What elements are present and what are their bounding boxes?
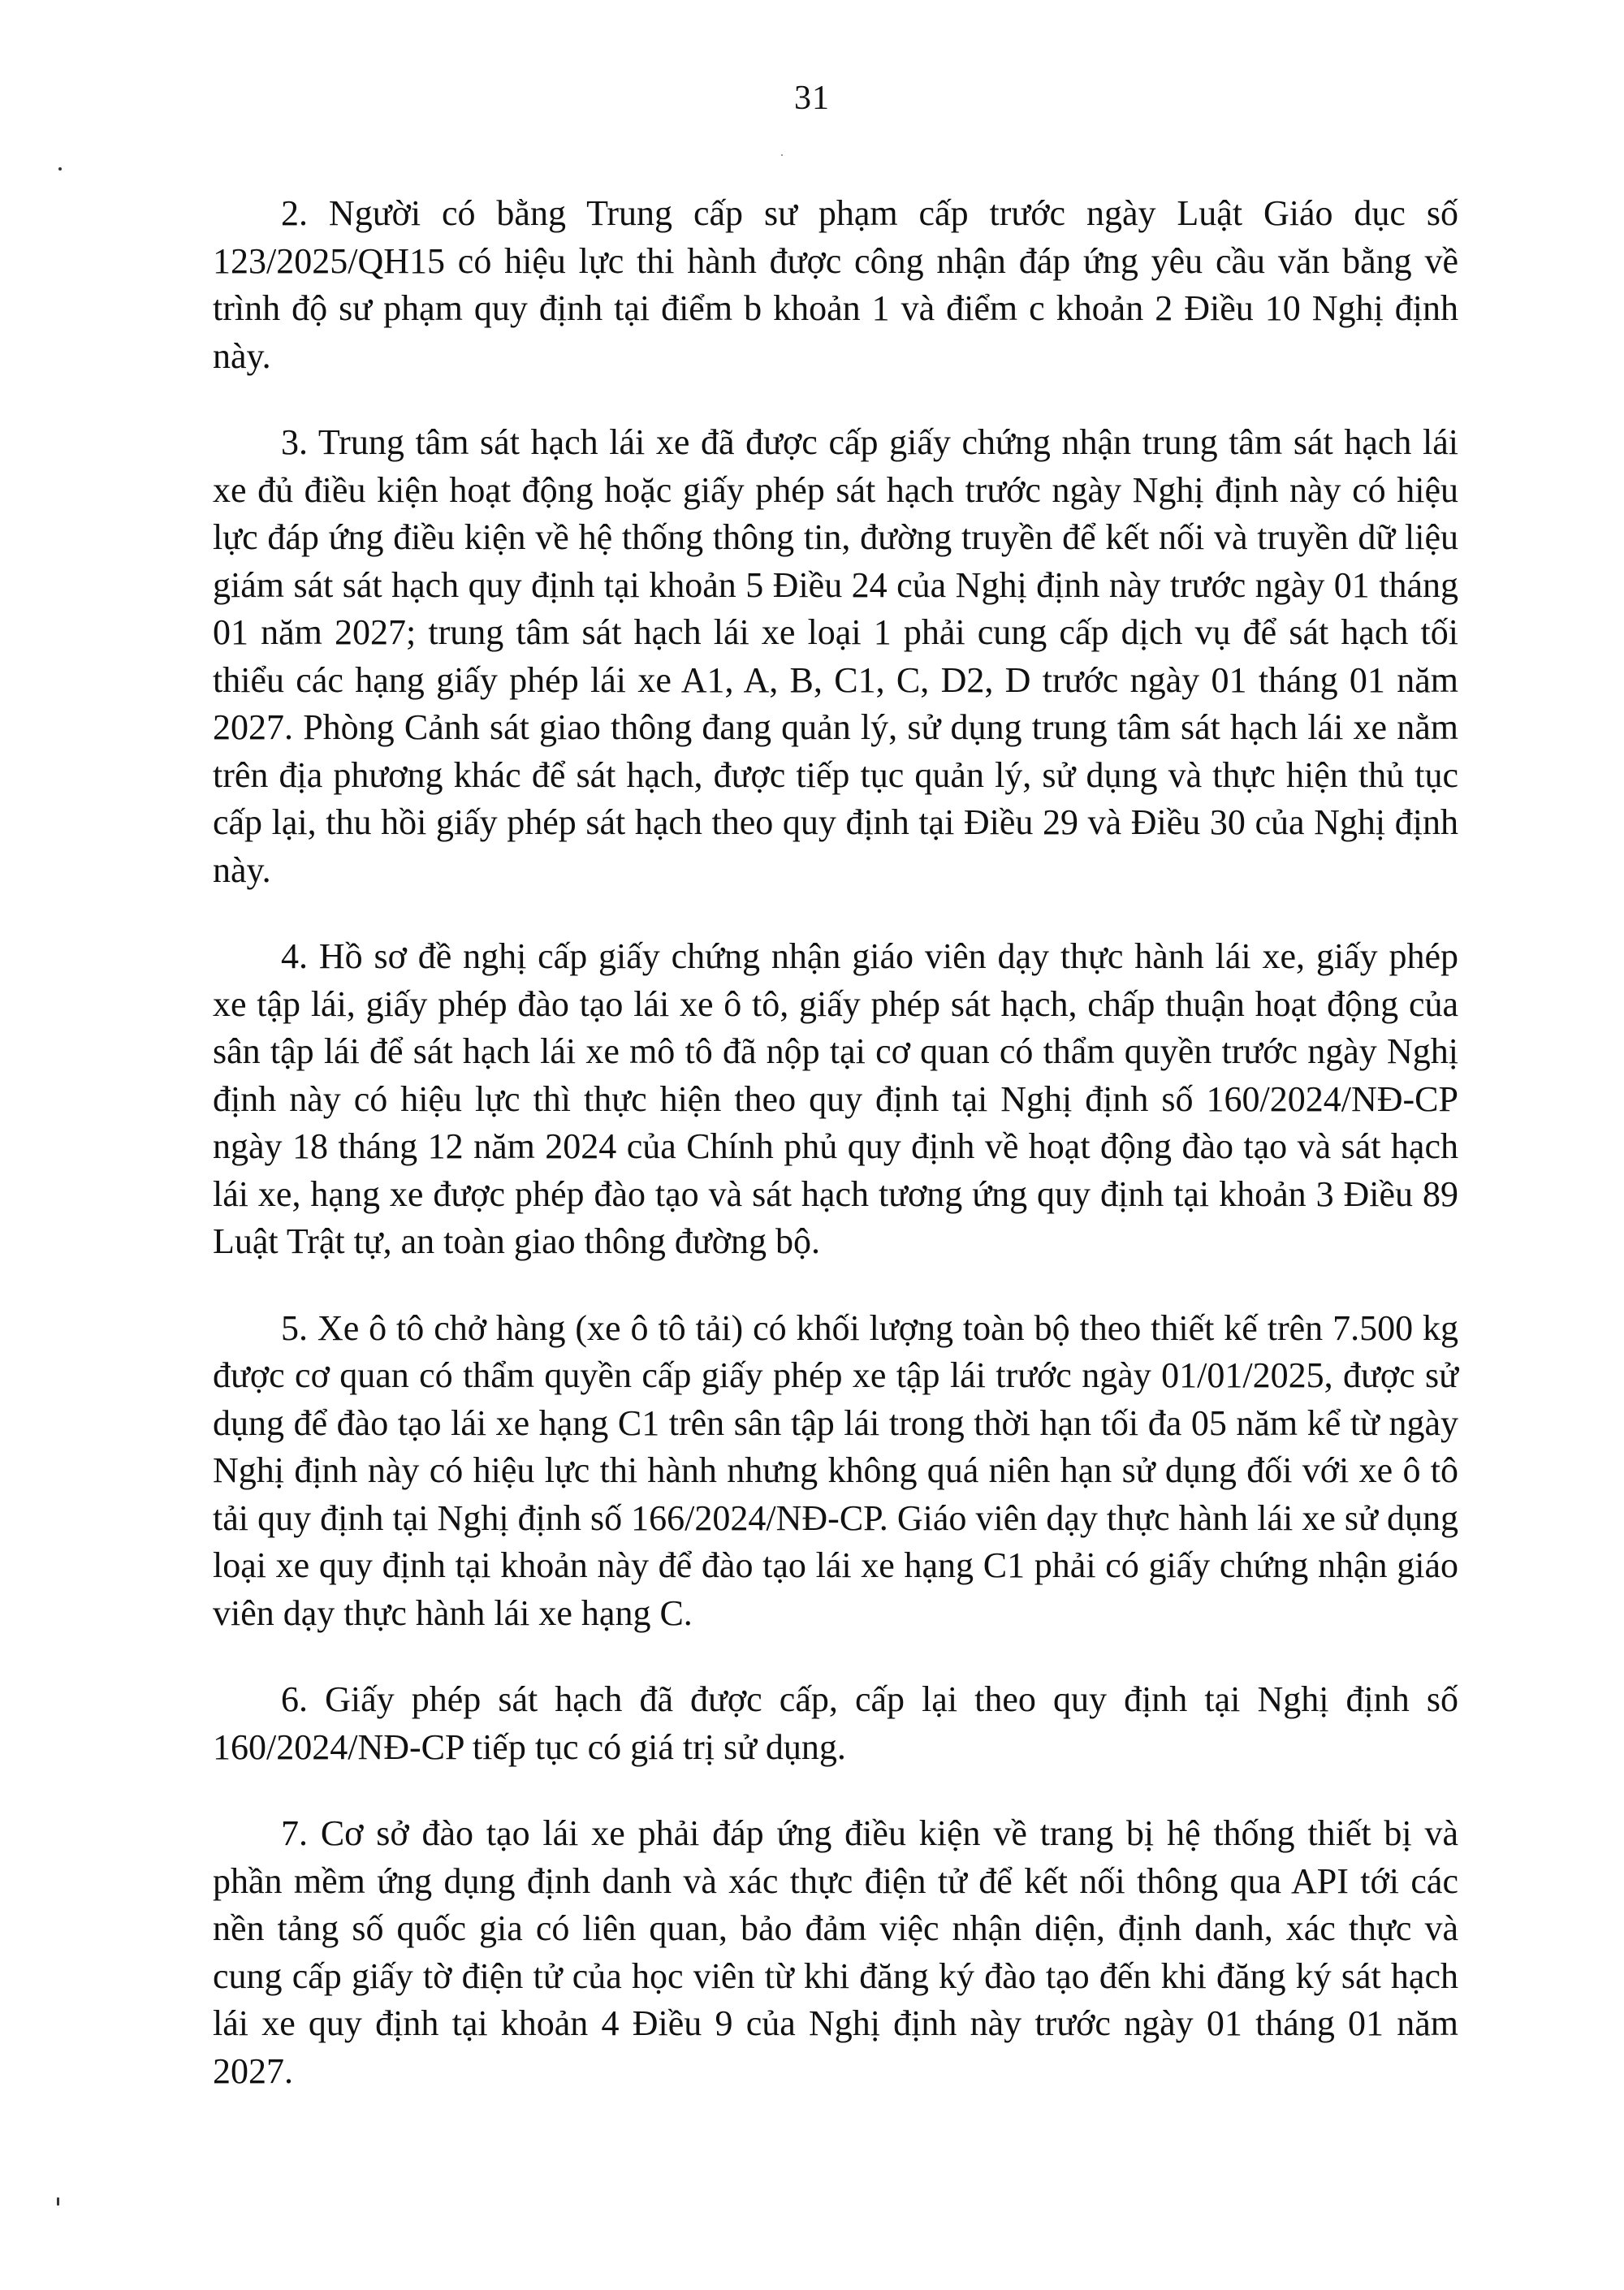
paragraph-5: 5. Xe ô tô chở hàng (xe ô tô tải) có khối lượng toàn bộ theo thiết kế trên 7.500 kg được cơ quan có thẩm quyền cấp giấy phép xe tập lái trước ngày 01/01/2025, được sử dụng để đào tạo lái xe hạng C1 trên sân tập lái trong thời hạn tối đa 05 năm kể từ ngày Nghị định này có hiệu lực thi hành nhưng không quá niên hạn sử dụng đối với xe ô tô tải quy định tại Nghị định số 166/2024/NĐ-CP. Giáo viên dạy thực hành lái xe sử dụng loại xe quy định tại khoản này để đào tạo lái xe hạng C1 phải có giấy chứng nhận giáo viên dạy thực hành lái xe hạng C. bbox=[213, 1307, 1458, 1633]
scan-speck bbox=[57, 2197, 59, 2206]
document-body bbox=[213, 190, 1458, 2095]
paragraph-7: 7. Cơ sở đào tạo lái xe phải đáp ứng điều kiện về trang bị hệ thống thiết bị và phần mềm ứng dụng định danh và xác thực điện tử để kết nối thông qua API tới các nền tảng số quốc gia có liên quan, bảo đảm việc nhận diện, định danh, xác thực và cung cấp giấy tờ điện tử của học viên từ khi đăng ký đào tạo đến khi đăng ký sát hạch lái xe quy định tại khoản 4 Điều 9 của Nghị định này trước ngày 01 tháng 01 năm 2027. bbox=[213, 1813, 1458, 2091]
paragraph-4: 4. Hồ sơ đề nghị cấp giấy chứng nhận giáo viên dạy thực hành lái xe, giấy phép xe tập lái, giấy phép đào tạo lái xe ô tô, giấy phép sát hạch, chấp thuận hoạt động của sân tập lái để sát hạch lái xe mô tô đã nộp tại cơ quan có thẩm quyền trước ngày Nghị định này có hiệu lực thì thực hiện theo quy định tại Nghị định số 160/2024/NĐ-CP ngày 18 tháng 12 năm 2024 của Chính phủ quy định về hoạt động đào tạo và sát hạch lái xe, hạng xe được phép đào tạo và sát hạch tương ứng quy định tại khoản 3 Điều 89 Luật Trật tự, an toàn giao thông đường bộ. bbox=[213, 936, 1458, 1261]
scan-speck bbox=[58, 167, 62, 171]
scan-speck bbox=[781, 154, 783, 156]
paragraph-2: 2. Người có bằng Trung cấp sư phạm cấp trước ngày Luật Giáo dục số 123/2025/QH15 có hiệu lực thi hành được công nhận đáp ứng yêu cầu văn bằng về trình độ sư phạm quy định tại điểm b khoản 1 và điểm c khoản 2 Điều 10 Nghị định này. bbox=[213, 193, 1458, 376]
paragraph-6: 6. Giấy phép sát hạch đã được cấp, cấp lại theo quy định tại Nghị định số 160/2024/NĐ-CP tiếp tục có giá trị sử dụng. bbox=[213, 1679, 1458, 1767]
page-number: 31 bbox=[794, 80, 830, 117]
paragraph-3: 3. Trung tâm sát hạch lái xe đã được cấp giấy chứng nhận trung tâm sát hạch lái xe đủ điều kiện hoạt động hoặc giấy phép sát hạch trước ngày Nghị định này có hiệu lực đáp ứng điều kiện về hệ thống thông tin, đường truyền để kết nối và truyền dữ liệu giám sát sát hạch quy định tại khoản 5 Điều 24 của Nghị định này trước ngày 01 tháng 01 năm 2027; trung tâm sát hạch lái xe loại 1 phải cung cấp dịch vụ để sát hạch tối thiểu các hạng giấy phép lái xe A1, A, B, C1, C, D2, D trước ngày 01 tháng 01 năm 2027. Phòng Cảnh sát giao thông đang quản lý, sử dụng trung tâm sát hạch lái xe nằm trên địa phương khác để sát hạch, được tiếp tục quản lý, sử dụng và thực hiện thủ tục cấp lại, thu hồi giấy phép sát hạch theo quy định tại Điều 29 và Điều 30 của Nghị định này. bbox=[213, 422, 1458, 890]
